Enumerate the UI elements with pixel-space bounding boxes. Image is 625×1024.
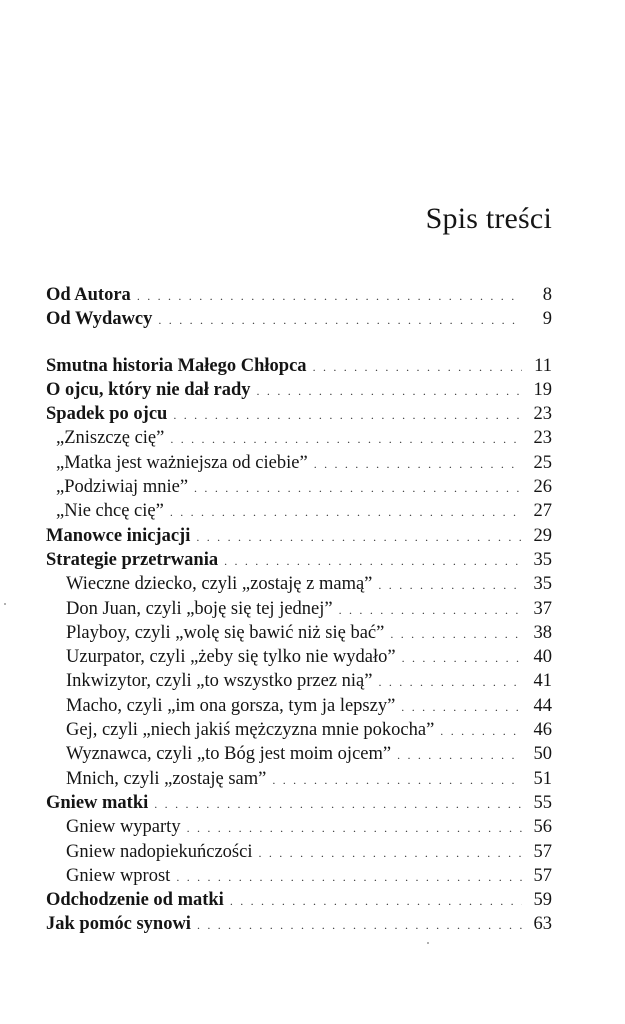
table-of-contents — [46, 283, 552, 937]
dot-leader — [257, 379, 522, 403]
toc-chapter-row — [46, 378, 552, 402]
toc-entry-title: „Nie chcę cię” — [56, 501, 164, 522]
dot-leader — [170, 500, 522, 524]
dot-leader — [194, 476, 522, 500]
page-title: Spis treści — [425, 202, 552, 236]
dot-leader — [137, 284, 522, 308]
dot-leader — [230, 889, 522, 913]
toc-page-number: 23 — [533, 404, 552, 425]
toc-subsection-row — [46, 475, 552, 499]
dot-leader — [313, 355, 522, 379]
toc-page-number: 27 — [533, 501, 552, 522]
dot-leader — [187, 816, 522, 840]
toc-subsection-row — [46, 451, 552, 475]
dot-leader — [397, 743, 522, 767]
scan-speck — [4, 603, 6, 605]
toc-entry-title: Spadek po ojcu — [46, 404, 168, 425]
toc-page-number: 35 — [533, 549, 552, 570]
toc-subsection-row — [46, 669, 552, 693]
toc-subsection-row — [46, 426, 552, 450]
toc-entry-title: „Zniszczę cię” — [56, 428, 165, 449]
toc-chapter-row — [46, 524, 552, 548]
toc-page-number: 55 — [533, 792, 552, 813]
toc-subsection-row — [46, 864, 552, 888]
toc-page-number: 19 — [533, 379, 552, 400]
toc-entry-title: Playboy, czyli „wolę się bawić niż się bać” — [66, 622, 385, 643]
toc-page-number: 57 — [533, 841, 552, 862]
toc-entry-title: Od Autora — [46, 285, 131, 305]
dot-leader — [339, 598, 522, 622]
toc-page-number: 50 — [533, 744, 552, 765]
toc-page-number: 25 — [533, 452, 552, 473]
toc-entry-title: Gniew nadopiekuńczości — [66, 841, 253, 862]
toc-page-number: 41 — [533, 671, 552, 692]
toc-chapter-row — [46, 402, 552, 426]
toc-chapter-row — [46, 912, 552, 936]
dot-leader — [272, 768, 522, 792]
toc-page-number: 63 — [533, 914, 552, 935]
toc-subsection-row — [46, 572, 552, 596]
toc-subsection-row — [46, 718, 552, 742]
toc-chapter-row — [46, 548, 552, 572]
toc-entry-title: „Matka jest ważniejsza od ciebie” — [56, 452, 308, 473]
toc-entry-title: O ojcu, który nie dał rady — [46, 379, 251, 400]
toc-subsection-row — [46, 767, 552, 791]
toc-chapter-row — [46, 354, 552, 378]
dot-leader — [440, 719, 522, 743]
dot-leader — [158, 308, 522, 332]
scan-speck — [427, 942, 429, 944]
dot-leader — [197, 913, 522, 937]
toc-chapter-row — [46, 283, 552, 307]
toc-page-number: 11 — [534, 355, 552, 376]
dot-leader — [170, 427, 522, 451]
toc-entry-title: Od Wydawcy — [46, 309, 153, 330]
toc-entry-title: Jak pomóc synowi — [46, 914, 191, 935]
dot-leader — [401, 695, 522, 719]
toc-subsection-row — [46, 597, 552, 621]
toc-entry-title: Strategie przetrwania — [46, 549, 219, 570]
toc-entry-title: Gniew wprost — [66, 865, 171, 886]
toc-page-number: 40 — [533, 647, 552, 668]
toc-chapter-row — [46, 791, 552, 815]
toc-page-number: 56 — [533, 817, 552, 838]
toc-page-number: 51 — [533, 768, 552, 789]
toc-page-number: 46 — [533, 720, 552, 741]
toc-subsection-row — [46, 645, 552, 669]
toc-entry-title: Macho, czyli „im ona gorsza, tym ja lepszy” — [66, 695, 396, 716]
toc-subsection-row — [46, 815, 552, 839]
toc-page-number: 38 — [533, 622, 552, 643]
dot-leader — [378, 573, 522, 597]
toc-page-number: 26 — [533, 477, 552, 498]
dot-leader — [224, 549, 522, 573]
dot-leader — [258, 841, 522, 865]
dot-leader — [378, 670, 522, 694]
toc-chapter-row — [46, 307, 552, 331]
dot-leader — [390, 622, 522, 646]
toc-entry-title: Mnich, czyli „zostaję sam” — [66, 768, 267, 789]
toc-entry-title: Gniew wyparty — [66, 817, 181, 838]
toc-entry-title: Uzurpator, czyli „żeby się tylko nie wydało” — [66, 647, 396, 668]
toc-page-number: 23 — [533, 428, 552, 449]
toc-entry-title: Inkwizytor, czyli „to wszystko przez nią” — [66, 671, 373, 692]
toc-entry-title: Wieczne dziecko, czyli „zostaję z mamą” — [66, 574, 373, 595]
toc-entry-title: Smutna historia Małego Chłopca — [46, 355, 307, 376]
toc-entry-title: Wyznawca, czyli „to Bóg jest moim ojcem” — [66, 744, 392, 765]
toc-subsection-row — [46, 499, 552, 523]
dot-leader — [176, 865, 522, 889]
toc-subsection-row — [46, 621, 552, 645]
toc-page-number: 57 — [533, 865, 552, 886]
dot-leader — [154, 792, 522, 816]
dot-leader — [196, 525, 522, 549]
toc-page-number: 35 — [533, 574, 552, 595]
toc-subsection-row — [46, 694, 552, 718]
toc-subsection-row — [46, 742, 552, 766]
toc-subsection-row — [46, 840, 552, 864]
toc-entry-title: Manowce inicjacji — [46, 525, 191, 546]
toc-entry-title: Gej, czyli „niech jakiś mężczyzna mnie pokocha” — [66, 720, 435, 741]
toc-page-number: 44 — [533, 695, 552, 716]
toc-page-number: 59 — [533, 890, 552, 911]
toc-page-number: 29 — [533, 525, 552, 546]
toc-entry-title: Don Juan, czyli „boję się tej jednej” — [66, 598, 333, 619]
toc-chapter-row — [46, 888, 552, 912]
toc-page-number: 8 — [542, 285, 552, 305]
toc-page-number: 9 — [542, 309, 552, 330]
toc-entry-title: Odchodzenie od matki — [46, 890, 224, 911]
toc-entry-title: Gniew matki — [46, 792, 149, 813]
toc-entry-title: „Podziwiaj mnie” — [56, 477, 189, 498]
toc-page-number: 37 — [533, 598, 552, 619]
dot-leader — [402, 646, 522, 670]
dot-leader — [173, 403, 522, 427]
dot-leader — [314, 452, 522, 476]
